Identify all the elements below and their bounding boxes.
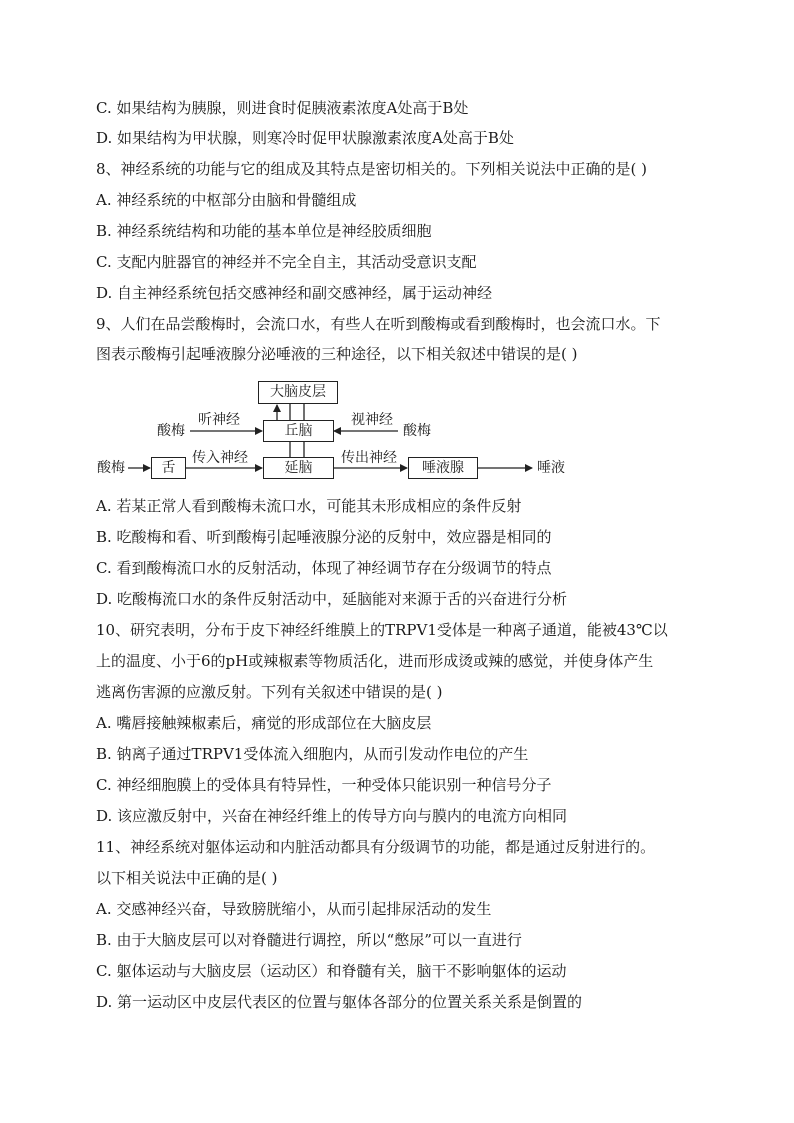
q8-option-d: D. 自主神经系统包括交感神经和副交感神经，属于运动神经: [96, 284, 493, 302]
q10-stem-line2: 上的温度、小于6的pH或辣椒素等物质活化，进而形成烫或辣的感觉，并使身体产生: [96, 652, 654, 670]
q9-option-b: B. 吃酸梅和看、听到酸梅引起唾液腺分泌的反射中，效应器是相同的: [96, 528, 552, 546]
saliva-label: 唾液: [537, 460, 565, 476]
efferent-nerve-label: 传出神经: [341, 450, 397, 466]
q7-option-c: C. 如果结构为胰腺，则进食时促胰液素浓度A处高于B处: [96, 99, 469, 117]
salivary-gland-box: 唾液腺: [408, 457, 478, 479]
q11-option-d: D. 第一运动区中皮层代表区的位置与躯体各部分的位置关系关系是倒置的: [96, 993, 583, 1011]
q10-option-a: A. 嘴唇接触辣椒素后，痛觉的形成部位在大脑皮层: [96, 714, 432, 732]
cortex-box: 大脑皮层: [258, 381, 338, 404]
thalamus-box: 丘脑: [263, 420, 334, 442]
optic-nerve-label: 视神经: [351, 412, 393, 428]
plum-label-top-right: 酸梅: [403, 423, 431, 439]
q8-stem: 8、神经系统的功能与它的组成及其特点是密切相关的。下列相关说法中正确的是( ): [96, 160, 648, 178]
q7-option-d: D. 如果结构为甲状腺，则寒冷时促甲状腺激素浓度A处高于B处: [96, 129, 514, 147]
q8-option-b: B. 神经系统结构和功能的基本单位是神经胶质细胞: [96, 222, 432, 240]
q9-option-d: D. 吃酸梅流口水的条件反射活动中，延脑能对来源于舌的兴奋进行分析: [96, 590, 568, 608]
q11-option-b: B. 由于大脑皮层可以对脊髓进行调控，所以“憋尿”可以一直进行: [96, 931, 522, 949]
q8-option-a: A. 神经系统的中枢部分由脑和骨髓组成: [96, 191, 357, 209]
q9-option-c: C. 看到酸梅流口水的反射活动，体现了神经调节存在分级调节的特点: [96, 559, 552, 577]
q11-stem-line1: 11、神经系统对躯体运动和内脏活动都具有分级调节的功能，都是通过反射进行的。: [96, 838, 656, 856]
q10-option-c: C. 神经细胞膜上的受体具有特异性，一种受体只能识别一种信号分子: [96, 776, 552, 794]
q10-option-b: B. 钠离子通过TRPV1受体流入细胞内，从而引发动作电位的产生: [96, 745, 529, 763]
q9-option-a: A. 若某正常人看到酸梅未流口水，可能其未形成相应的条件反射: [96, 497, 522, 515]
tongue-box: 舌: [151, 457, 186, 479]
q10-stem-line3: 逃离伤害源的应激反射。下列有关叙述中错误的是( ): [96, 683, 443, 701]
q9-stem-line2: 图表示酸梅引起唾液腺分泌唾液的三种途径，以下相关叙述中错误的是( ): [96, 345, 578, 363]
q10-option-d: D. 该应激反射中，兴奋在神经纤维上的传导方向与膜内的电流方向相同: [96, 807, 568, 825]
q11-option-c: C. 躯体运动与大脑皮层（运动区）和脊髓有关，脑干不影响躯体的运动: [96, 962, 567, 980]
q10-stem-line1: 10、研究表明，分布于皮下神经纤维膜上的TRPV1受体是一种离子通道，能被43℃以: [96, 621, 668, 639]
afferent-nerve-label: 传入神经: [192, 450, 248, 466]
q11-stem-line2: 以下相关说法中正确的是( ): [96, 869, 278, 887]
plum-label-top-left: 酸梅: [157, 423, 185, 439]
q8-option-c: C. 支配内脏器官的神经并不完全自主，其活动受意识支配: [96, 253, 477, 271]
plum-label-bottom: 酸梅: [97, 460, 125, 476]
auditory-nerve-label: 听神经: [198, 412, 240, 428]
q11-option-a: A. 交感神经兴奋，导致膀胱缩小，从而引起排尿活动的发生: [96, 900, 492, 918]
diagram-arrows: [0, 0, 794, 500]
medulla-box: 延脑: [263, 457, 334, 479]
q9-stem-line1: 9、人们在品尝酸梅时，会流口水，有些人在听到酸梅或看到酸梅时，也会流口水。下: [96, 315, 661, 333]
